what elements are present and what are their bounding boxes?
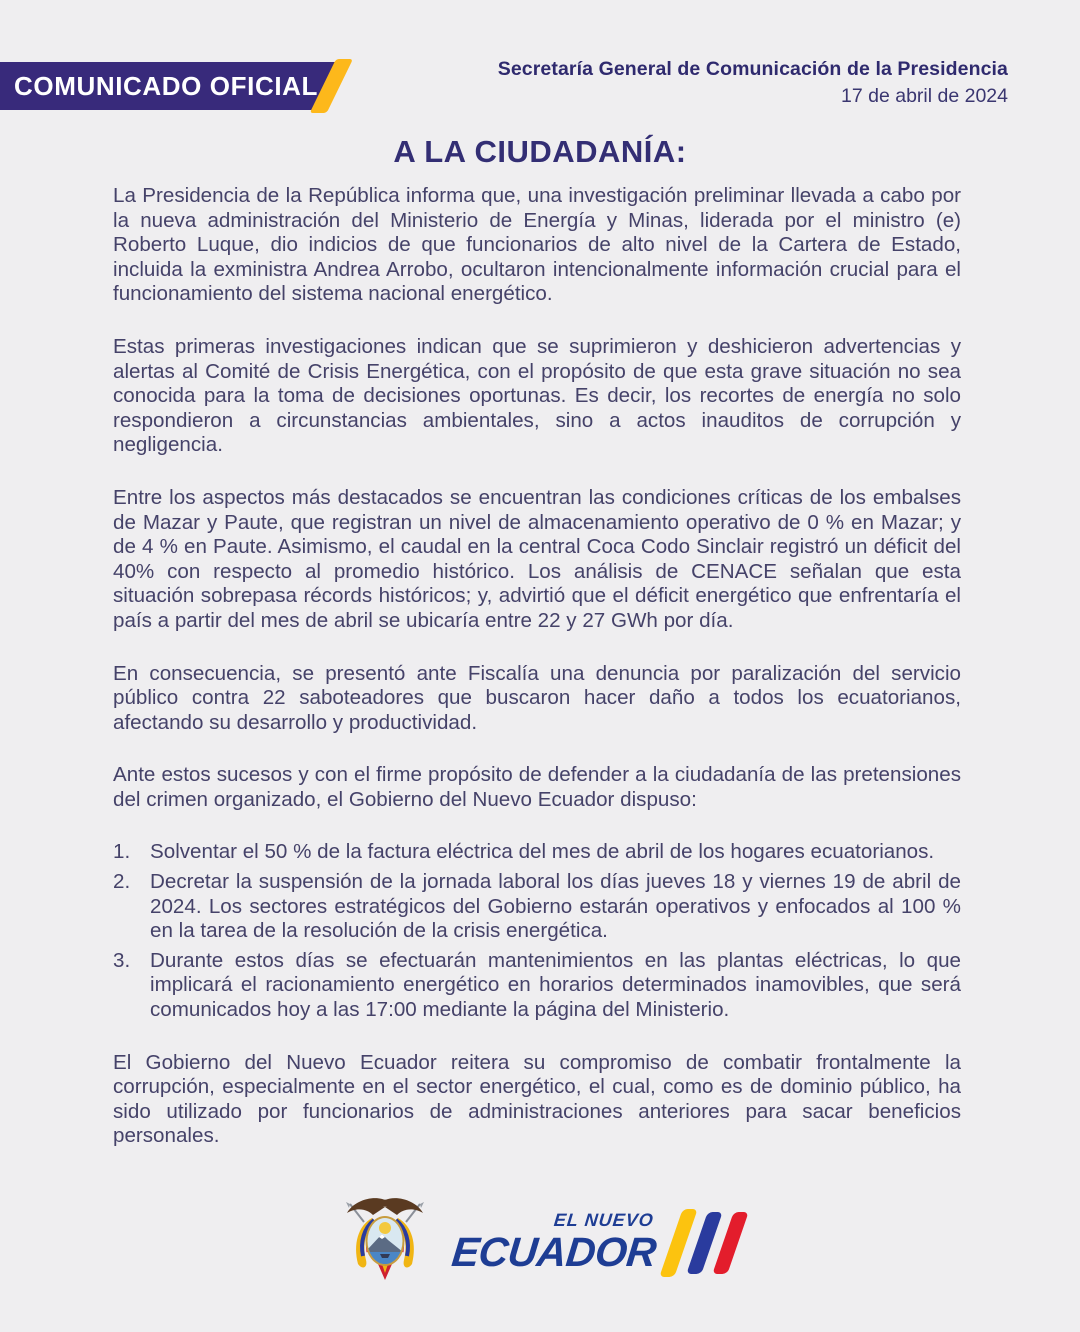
- list-item: [113, 870, 961, 944]
- header-date: 17 de abril de 2024: [841, 85, 1008, 107]
- footer: [0, 1194, 1080, 1288]
- list-item-text: Decretar la suspensión de la jornada laboral los días jueves 18 y viernes 19 de abril de 2024. Los sectores estratégicos del Gobierno estarán operativos y enfocados al 100 % en la tarea de la resolución de la crisis energética.: [150, 870, 961, 943]
- ecuador-coat-of-arms-icon: [342, 1194, 428, 1288]
- paragraph-4: En consecuencia, se presentó ante Fiscalía una denuncia por paralización del servicio público contra 22 saboteadores que buscaron hacer daño a todos los ecuatorianos, afectando su desarrollo y productividad.: [113, 661, 961, 734]
- brand-top-label: EL NUEVO: [552, 1209, 655, 1230]
- page-title: A LA CIUDADANÍA:: [393, 134, 687, 169]
- closing-paragraph: El Gobierno del Nuevo Ecuador reitera su compromiso de combatir frontalmente la corrupción, especialmente en el sector energético, el cual, como es de dominio público, ha sido utilizado por funcionarios de administraciones anteriores para sacar beneficios personales.: [113, 1050, 961, 1148]
- list-item: [113, 949, 961, 1023]
- header-organization: Secretaría General de Comunicación de la Presidencia: [497, 58, 1008, 80]
- list-item-number: 1.: [113, 840, 131, 864]
- brand-slashes: [671, 1205, 738, 1277]
- brand-main-label: ECUADOR: [449, 1228, 658, 1275]
- brand-logo: [449, 1205, 739, 1277]
- list-item-number: 2.: [113, 870, 131, 894]
- list-item-text: Durante estos días se efectuarán mantenimientos en las plantas eléctricas, lo que implicará el racionamiento energético en horarios determinados inamovibles, que será comunicados hoy a las 17:00 mediante la página del Ministerio.: [150, 948, 961, 1022]
- banner-label: COMUNICADO OFICIAL: [14, 71, 318, 101]
- list-item: [113, 840, 961, 865]
- document-body: [113, 184, 961, 1177]
- official-banner: [0, 62, 380, 110]
- paragraph-1: La Presidencia de la República informa que, una investigación preliminar llevada a cabo por la nueva administración del Ministerio de Energía y Minas, liderada por el ministro (e) Roberto Luque, dio indicios de que funcionarios de alto nivel de la Cartera de Estado, incluida la exministra Andrea Arrobo, ocultaron intencionalmente información crucial para el funcionamiento del sistema nacional energético.: [113, 184, 961, 306]
- paragraph-3: Entre los aspectos más destacados se encuentran las condiciones críticas de los embalses de Mazar y Paute, que registran un nivel de almacenamiento operativo de 0 % en Mazar; y de 4 % en Paute. Asimismo, el caudal en la central Coca Codo Sinclair registró un déficit del 40% con respecto al promedio histórico. Los análisis de CENACE señalan que esta situación sobrepasa récords históricos; y, advirtió que el déficit energético que enfrentaría el país a partir del mes de abril se ubicaría entre 22 y 27 GWh por día.: [113, 485, 961, 632]
- ordered-list: [113, 840, 961, 1022]
- list-item-number: 3.: [113, 948, 131, 972]
- list-item-text: Solventar el 50 % de la factura eléctrica del mes de abril de los hogares ecuatorianos.: [150, 840, 935, 864]
- paragraph-2: Estas primeras investigaciones indican que se suprimieron y deshicieron advertencias y alertas al Comité de Crisis Energética, con el propósito de que esta grave situación no sea conocida para la toma de decisiones oportunas. Es decir, los recortes de energía no solo respondieron a circunstancias ambientales, sino a actos inauditos de corrupción y negligencia.: [113, 334, 961, 457]
- paragraph-5: Ante estos sucesos y con el firme propósito de defender a la ciudadanía de las pretensiones del crimen organizado, el Gobierno del Nuevo Ecuador dispuso:: [113, 763, 961, 811]
- brand-text: [449, 1209, 658, 1275]
- header-right: [498, 58, 1008, 108]
